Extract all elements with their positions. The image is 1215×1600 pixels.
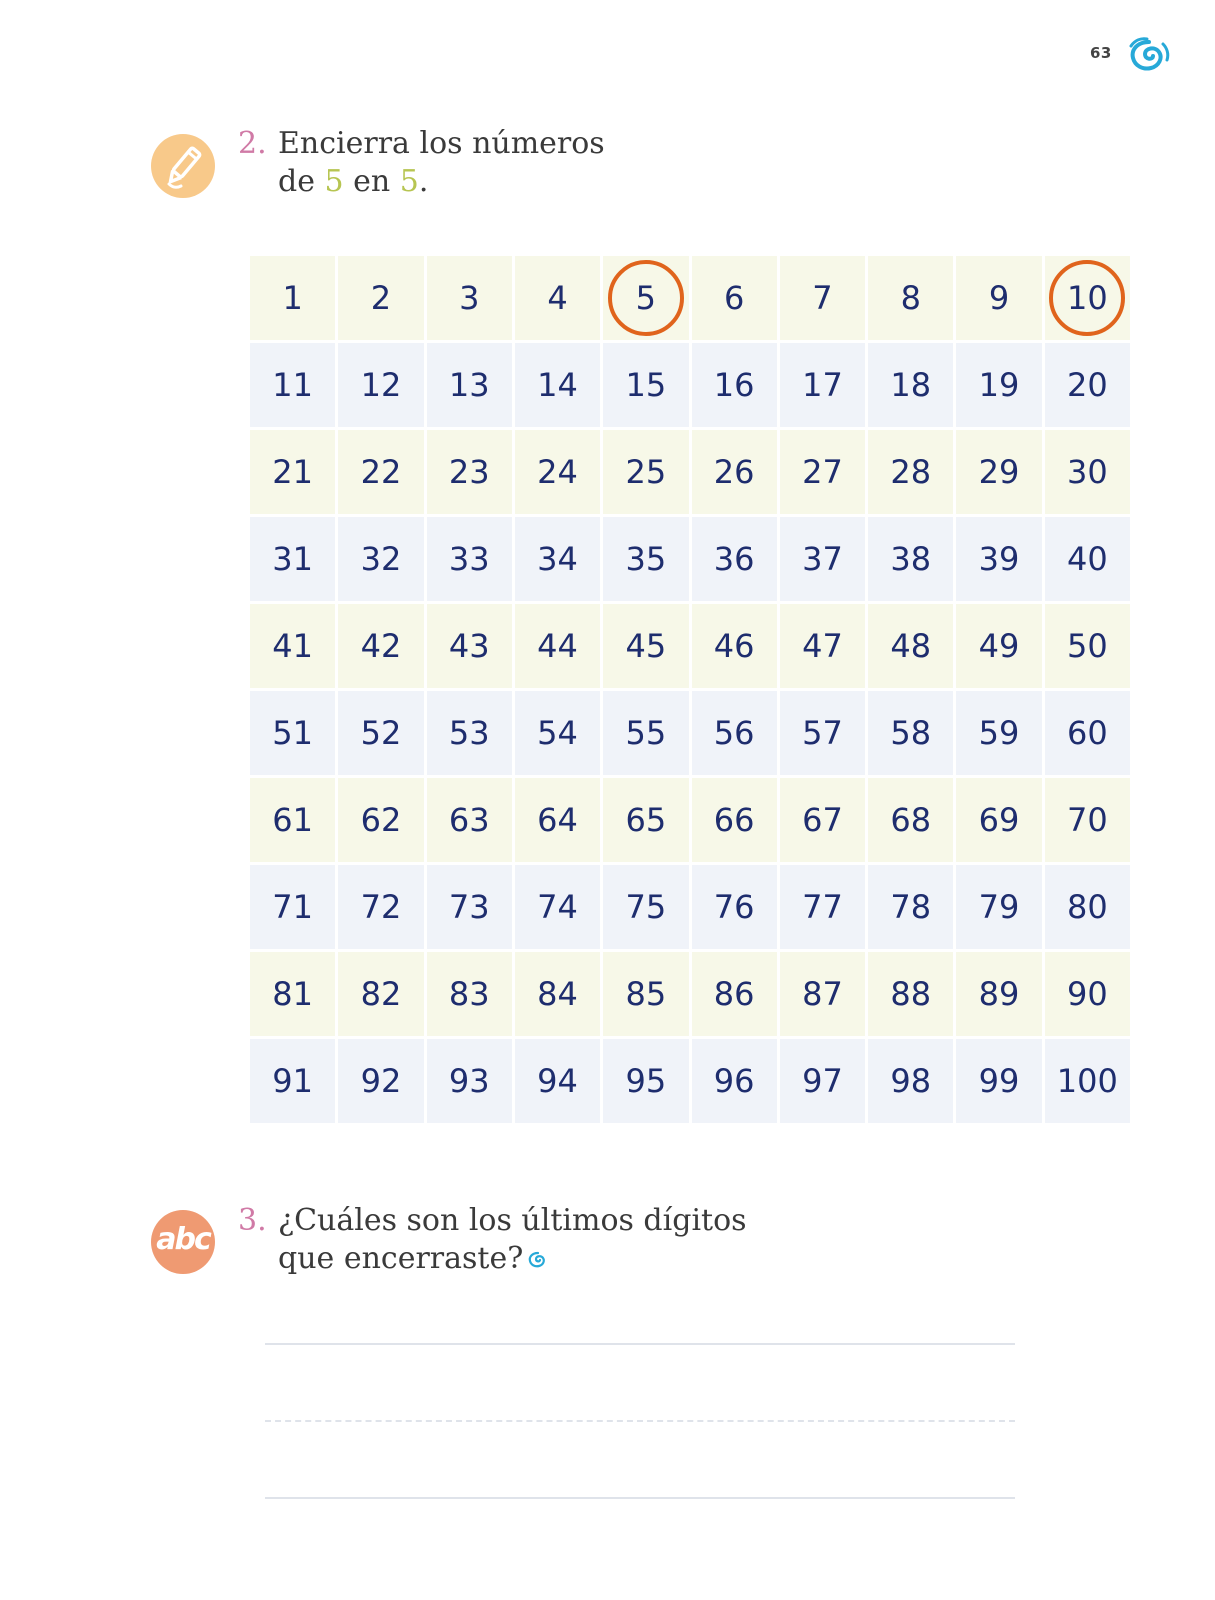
grid-cell[interactable]: 60 [1045, 691, 1130, 775]
grid-cell[interactable]: 32 [338, 517, 423, 601]
grid-cell[interactable]: 47 [780, 604, 865, 688]
grid-cell[interactable]: 23 [427, 430, 512, 514]
grid-cell[interactable]: 93 [427, 1039, 512, 1123]
grid-cell[interactable]: 77 [780, 865, 865, 949]
grid-cell[interactable]: 7 [780, 256, 865, 340]
grid-cell[interactable]: 92 [338, 1039, 423, 1123]
grid-cell[interactable]: 74 [515, 865, 600, 949]
highlight-number-a: 5 [324, 164, 344, 199]
grid-cell[interactable]: 12 [338, 343, 423, 427]
grid-cell[interactable]: 48 [868, 604, 953, 688]
grid-cell[interactable]: 45 [603, 604, 688, 688]
abc-icon: abc [156, 1222, 210, 1257]
grid-cell[interactable]: 65 [603, 778, 688, 862]
grid-cell[interactable]: 53 [427, 691, 512, 775]
grid-cell[interactable]: 6 [692, 256, 777, 340]
grid-cell[interactable]: 90 [1045, 952, 1130, 1036]
exercise-3-question [238, 1202, 747, 1278]
abc-badge [151, 1210, 215, 1274]
grid-cell[interactable]: 46 [692, 604, 777, 688]
grid-cell[interactable]: 68 [868, 778, 953, 862]
grid-cell[interactable]: 34 [515, 517, 600, 601]
grid-cell[interactable]: 9 [956, 256, 1041, 340]
grid-cell[interactable]: 16 [692, 343, 777, 427]
grid-cell[interactable]: 97 [780, 1039, 865, 1123]
grid-cell[interactable]: 3 [427, 256, 512, 340]
grid-cell[interactable]: 84 [515, 952, 600, 1036]
grid-cell[interactable]: 78 [868, 865, 953, 949]
grid-cell[interactable]: 38 [868, 517, 953, 601]
grid-cell[interactable]: 61 [250, 778, 335, 862]
grid-cell[interactable]: 75 [603, 865, 688, 949]
grid-cell[interactable]: 42 [338, 604, 423, 688]
page-number: 63 [1090, 44, 1112, 62]
exercise-2-line2-suffix: . [418, 164, 429, 199]
grid-cell[interactable]: 71 [250, 865, 335, 949]
grid-cell[interactable]: 66 [692, 778, 777, 862]
grid-cell[interactable]: 83 [427, 952, 512, 1036]
grid-cell[interactable]: 62 [338, 778, 423, 862]
grid-cell[interactable]: 100 [1045, 1039, 1130, 1123]
pencil-icon [151, 134, 215, 198]
grid-cell[interactable]: 70 [1045, 778, 1130, 862]
grid-cell[interactable]: 1 [250, 256, 335, 340]
grid-cell-circled[interactable]: 10 [1045, 256, 1130, 340]
grid-cell[interactable]: 37 [780, 517, 865, 601]
answer-line-3[interactable] [265, 1497, 1015, 1499]
grid-cell[interactable]: 26 [692, 430, 777, 514]
grid-cell[interactable]: 96 [692, 1039, 777, 1123]
grid-cell[interactable]: 64 [515, 778, 600, 862]
grid-cell[interactable]: 54 [515, 691, 600, 775]
grid-cell[interactable]: 69 [956, 778, 1041, 862]
exercise-2-line2-prefix: de [278, 164, 325, 199]
grid-cell[interactable]: 80 [1045, 865, 1130, 949]
exercise-3-line2: que encerraste? [278, 1241, 524, 1276]
grid-cell[interactable]: 18 [868, 343, 953, 427]
grid-cell[interactable]: 63 [427, 778, 512, 862]
exercise-2-instruction [238, 125, 605, 201]
grid-cell[interactable]: 95 [603, 1039, 688, 1123]
grid-cell[interactable]: 79 [956, 865, 1041, 949]
grid-cell[interactable]: 41 [250, 604, 335, 688]
grid-cell[interactable]: 89 [956, 952, 1041, 1036]
answer-line-1[interactable] [265, 1343, 1015, 1345]
grid-cell[interactable]: 35 [603, 517, 688, 601]
grid-cell[interactable]: 14 [515, 343, 600, 427]
grid-cell[interactable]: 30 [1045, 430, 1130, 514]
exercise-2-line2-mid: en [343, 164, 400, 199]
grid-cell[interactable]: 82 [338, 952, 423, 1036]
grid-cell[interactable]: 20 [1045, 343, 1130, 427]
grid-cell[interactable]: 13 [427, 343, 512, 427]
grid-cell[interactable]: 94 [515, 1039, 600, 1123]
grid-cell[interactable]: 22 [338, 430, 423, 514]
spiral-small-icon [527, 1250, 549, 1270]
hundred-chart [250, 256, 1130, 1123]
grid-cell-circled[interactable]: 5 [603, 256, 688, 340]
grid-cell[interactable]: 49 [956, 604, 1041, 688]
grid-cell[interactable]: 56 [692, 691, 777, 775]
grid-cell[interactable]: 15 [603, 343, 688, 427]
highlight-number-b: 5 [399, 164, 419, 199]
grid-cell[interactable]: 99 [956, 1039, 1041, 1123]
exercise-3-line1: ¿Cuáles son los últimos dígitos [278, 1203, 747, 1238]
grid-cell[interactable]: 58 [868, 691, 953, 775]
grid-cell[interactable]: 43 [427, 604, 512, 688]
grid-cell[interactable]: 27 [780, 430, 865, 514]
grid-cell[interactable]: 57 [780, 691, 865, 775]
grid-cell[interactable]: 73 [427, 865, 512, 949]
grid-cell[interactable]: 85 [603, 952, 688, 1036]
grid-cell[interactable]: 11 [250, 343, 335, 427]
grid-cell[interactable]: 17 [780, 343, 865, 427]
grid-cell[interactable]: 40 [1045, 517, 1130, 601]
grid-cell[interactable]: 21 [250, 430, 335, 514]
grid-cell[interactable]: 4 [515, 256, 600, 340]
grid-cell[interactable]: 67 [780, 778, 865, 862]
grid-cell[interactable]: 28 [868, 430, 953, 514]
grid-cell[interactable]: 36 [692, 517, 777, 601]
grid-cell[interactable]: 91 [250, 1039, 335, 1123]
exercise-2-line1: Encierra los números [278, 126, 605, 161]
grid-cell[interactable]: 50 [1045, 604, 1130, 688]
spiral-logo-icon [1127, 36, 1171, 76]
grid-cell[interactable]: 39 [956, 517, 1041, 601]
grid-cell[interactable]: 29 [956, 430, 1041, 514]
grid-cell[interactable]: 87 [780, 952, 865, 1036]
grid-cell[interactable]: 19 [956, 343, 1041, 427]
grid-cell[interactable]: 76 [692, 865, 777, 949]
grid-cell[interactable]: 86 [692, 952, 777, 1036]
exercise-2-number: 2. [238, 126, 267, 161]
grid-cell[interactable]: 59 [956, 691, 1041, 775]
answer-line-2[interactable] [265, 1420, 1015, 1422]
pencil-badge [151, 134, 215, 198]
grid-cell[interactable]: 8 [868, 256, 953, 340]
grid-cell[interactable]: 2 [338, 256, 423, 340]
grid-cell[interactable]: 88 [868, 952, 953, 1036]
grid-cell[interactable]: 51 [250, 691, 335, 775]
grid-cell[interactable]: 25 [603, 430, 688, 514]
grid-cell[interactable]: 52 [338, 691, 423, 775]
grid-cell[interactable]: 44 [515, 604, 600, 688]
grid-cell[interactable]: 31 [250, 517, 335, 601]
grid-cell[interactable]: 33 [427, 517, 512, 601]
grid-cell[interactable]: 81 [250, 952, 335, 1036]
grid-cell[interactable]: 55 [603, 691, 688, 775]
grid-cell[interactable]: 24 [515, 430, 600, 514]
grid-cell[interactable]: 98 [868, 1039, 953, 1123]
exercise-3-number: 3. [238, 1203, 267, 1238]
grid-cell[interactable]: 72 [338, 865, 423, 949]
